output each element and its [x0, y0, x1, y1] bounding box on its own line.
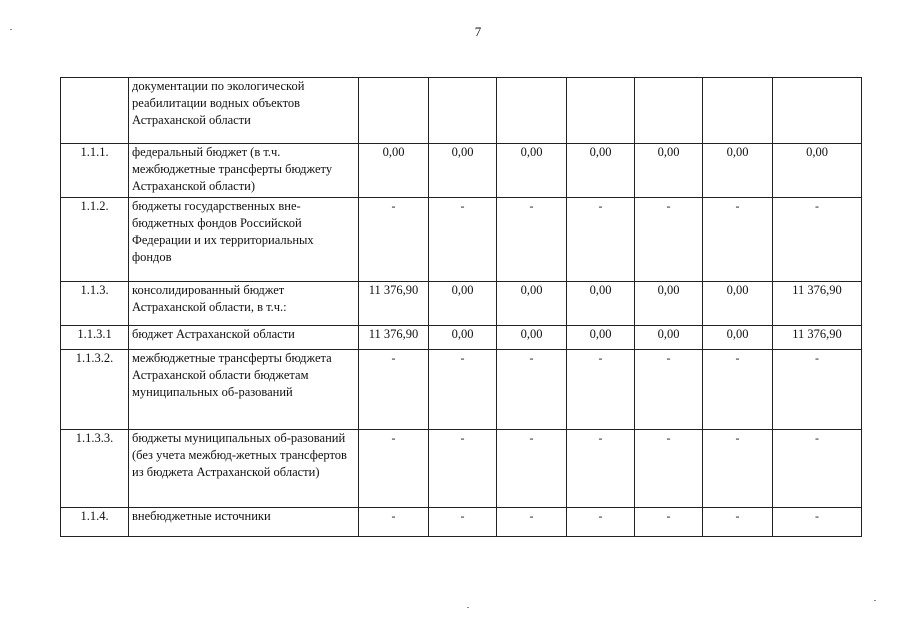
value-cell: 0,00: [497, 326, 567, 350]
value-cell: -: [703, 430, 773, 508]
value-cell: -: [567, 508, 635, 537]
value-cell: -: [429, 430, 497, 508]
row-description: консолидированный бюджет Астраханской области, в т.ч.:: [129, 282, 359, 326]
value-cell: -: [567, 430, 635, 508]
scan-artifact: [874, 600, 876, 601]
value-cell: 0,00: [359, 144, 429, 198]
value-cell: [567, 78, 635, 144]
value-cell: -: [773, 350, 862, 430]
value-cell: 0,00: [497, 282, 567, 326]
row-code: 1.1.2.: [61, 198, 129, 282]
value-cell: -: [773, 430, 862, 508]
value-cell: [497, 78, 567, 144]
budget-table: [60, 77, 862, 537]
row-description: документации по экологической реабилитации водных объектов Астраханской области: [129, 78, 359, 144]
row-code: 1.1.3.: [61, 282, 129, 326]
value-cell: -: [703, 350, 773, 430]
value-cell: 0,00: [429, 282, 497, 326]
value-cell: 11 376,90: [773, 282, 862, 326]
value-cell: 0,00: [703, 282, 773, 326]
value-cell: 11 376,90: [773, 326, 862, 350]
value-cell: -: [635, 430, 703, 508]
value-cell: 0,00: [567, 144, 635, 198]
value-cell: 0,00: [635, 282, 703, 326]
value-cell: -: [429, 198, 497, 282]
row-code: 1.1.1.: [61, 144, 129, 198]
value-cell: 0,00: [567, 326, 635, 350]
value-cell: 11 376,90: [359, 282, 429, 326]
value-cell: 0,00: [567, 282, 635, 326]
row-code: [61, 78, 129, 144]
row-description: бюджеты государственных вне-бюджетных фондов Российской Федерации и их территориальных фондов: [129, 198, 359, 282]
value-cell: -: [359, 350, 429, 430]
value-cell: -: [635, 508, 703, 537]
value-cell: 0,00: [497, 144, 567, 198]
value-cell: [429, 78, 497, 144]
value-cell: [635, 78, 703, 144]
value-cell: -: [635, 350, 703, 430]
row-description: федеральный бюджет (в т.ч. межбюджетные трансферты бюджету Астраханской области): [129, 144, 359, 198]
table-row: [61, 144, 862, 198]
row-description: межбюджетные трансферты бюджета Астраханской области бюджетам муниципальных об-разований: [129, 350, 359, 430]
table-row: [61, 430, 862, 508]
value-cell: 0,00: [635, 326, 703, 350]
value-cell: -: [497, 350, 567, 430]
value-cell: 0,00: [703, 326, 773, 350]
value-cell: 0,00: [773, 144, 862, 198]
table-row: [61, 508, 862, 537]
row-description: бюджеты муниципальных об-разований (без учета межбюд-жетных трансфертов из бюджета Астраханской области): [129, 430, 359, 508]
table-row: [61, 326, 862, 350]
row-description: внебюджетные источники: [129, 508, 359, 537]
table-row: [61, 282, 862, 326]
value-cell: -: [497, 198, 567, 282]
value-cell: -: [429, 508, 497, 537]
page-number: 7: [474, 24, 482, 39]
value-cell: 0,00: [635, 144, 703, 198]
row-description: бюджет Астраханской области: [129, 326, 359, 350]
value-cell: -: [497, 508, 567, 537]
table-row: [61, 198, 862, 282]
value-cell: -: [497, 430, 567, 508]
value-cell: -: [773, 198, 862, 282]
value-cell: -: [359, 198, 429, 282]
row-code: 1.1.4.: [61, 508, 129, 537]
value-cell: -: [429, 350, 497, 430]
row-code: 1.1.3.1: [61, 326, 129, 350]
value-cell: 11 376,90: [359, 326, 429, 350]
value-cell: [359, 78, 429, 144]
row-code: 1.1.3.2.: [61, 350, 129, 430]
value-cell: 0,00: [703, 144, 773, 198]
value-cell: [703, 78, 773, 144]
value-cell: -: [703, 508, 773, 537]
value-cell: [773, 78, 862, 144]
value-cell: -: [567, 198, 635, 282]
value-cell: 0,00: [429, 144, 497, 198]
value-cell: 0,00: [429, 326, 497, 350]
value-cell: -: [567, 350, 635, 430]
scan-artifact: [467, 607, 469, 608]
row-code: 1.1.3.3.: [61, 430, 129, 508]
value-cell: -: [703, 198, 773, 282]
value-cell: -: [359, 430, 429, 508]
table-row: [61, 350, 862, 430]
value-cell: -: [359, 508, 429, 537]
scan-artifact: [10, 29, 12, 30]
value-cell: -: [635, 198, 703, 282]
value-cell: -: [773, 508, 862, 537]
table-row: [61, 78, 862, 144]
